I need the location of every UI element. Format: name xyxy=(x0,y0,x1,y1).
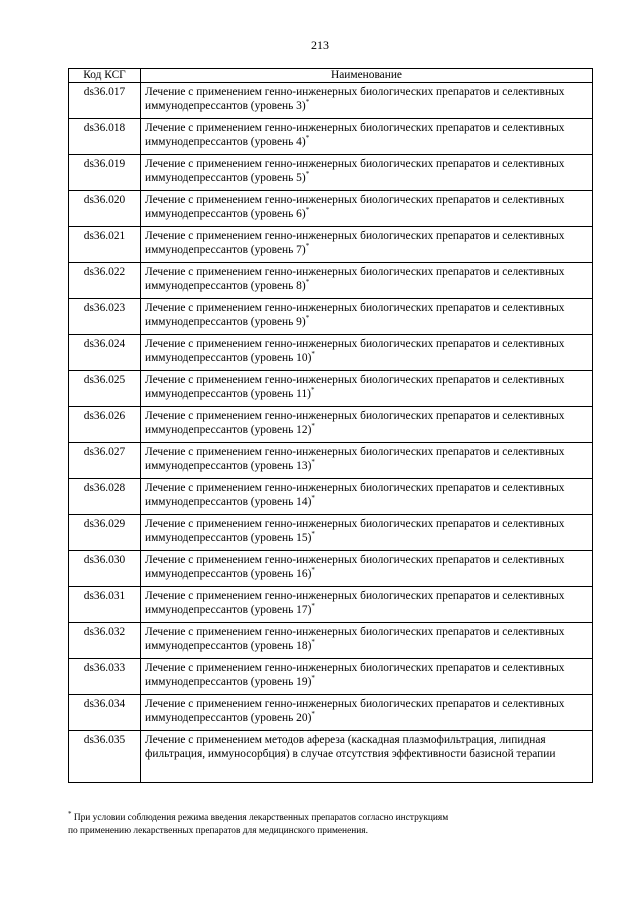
cell-name-text: Лечение с применением методов афереза (каскадная плазмофильтрация, липидная фильтрация, иммуносорбция) в случае отсутствия эффективности базисной терапии xyxy=(145,734,556,760)
cell-name xyxy=(141,371,593,407)
cell-name-text: Лечение с применением генно-инженерных биологических препаратов и селективных иммунодепрессантов (уровень 17) xyxy=(145,590,565,616)
cell-code: ds36.028 xyxy=(69,479,141,515)
cell-code: ds36.019 xyxy=(69,155,141,191)
cell-code: ds36.035 xyxy=(69,731,141,783)
cell-name-text: Лечение с применением генно-инженерных биологических препаратов и селективных иммунодепрессантов (уровень 10) xyxy=(145,338,565,364)
cell-name-text: Лечение с применением генно-инженерных биологических препаратов и селективных иммунодепрессантов (уровень 16) xyxy=(145,554,565,580)
cell-code: ds36.029 xyxy=(69,515,141,551)
table-row xyxy=(69,551,593,587)
cell-name-text: Лечение с применением генно-инженерных биологических препаратов и селективных иммунодепрессантов (уровень 19) xyxy=(145,662,565,688)
cell-code: ds36.033 xyxy=(69,659,141,695)
column-header-code: Код КСГ xyxy=(69,69,141,83)
cell-name xyxy=(141,587,593,623)
cell-code: ds36.018 xyxy=(69,119,141,155)
cell-code: ds36.030 xyxy=(69,551,141,587)
cell-code: ds36.034 xyxy=(69,695,141,731)
cell-name-text: Лечение с применением генно-инженерных биологических препаратов и селективных иммунодепрессантов (уровень 3) xyxy=(145,86,565,112)
note-mark: * xyxy=(305,170,310,179)
ksg-table xyxy=(68,68,593,783)
table-row xyxy=(69,587,593,623)
footnote-line-2: по применению лекарственных препаратов для медицинского применения. xyxy=(68,826,368,836)
table-row xyxy=(69,335,593,371)
cell-name xyxy=(141,659,593,695)
table-row xyxy=(69,263,593,299)
table-row xyxy=(69,119,593,155)
table-row xyxy=(69,407,593,443)
cell-name xyxy=(141,515,593,551)
footnote-text-1: При условии соблюдения режима введения лекарственных препаратов согласно инструкциям xyxy=(73,813,449,823)
table-row xyxy=(69,299,593,335)
note-mark: * xyxy=(311,602,315,611)
note-mark: * xyxy=(305,134,310,143)
cell-name-text: Лечение с применением генно-инженерных биологических препаратов и селективных иммунодепрессантов (уровень 12) xyxy=(145,410,565,436)
table-row xyxy=(69,155,593,191)
note-mark: * xyxy=(305,98,310,107)
note-mark: * xyxy=(310,386,315,395)
cell-code: ds36.027 xyxy=(69,443,141,479)
page-number: 213 xyxy=(311,38,329,52)
note-mark: * xyxy=(311,638,315,647)
cell-code: ds36.023 xyxy=(69,299,141,335)
table-row xyxy=(69,191,593,227)
footnote-line-1 xyxy=(68,809,588,825)
cell-name xyxy=(141,731,593,783)
cell-name xyxy=(141,623,593,659)
note-mark: * xyxy=(311,494,315,503)
cell-name xyxy=(141,479,593,515)
cell-code: ds36.024 xyxy=(69,335,141,371)
cell-code: ds36.032 xyxy=(69,623,141,659)
table-row xyxy=(69,515,593,551)
note-mark: * xyxy=(311,422,315,431)
table-row xyxy=(69,731,593,783)
note-mark: * xyxy=(311,530,315,539)
cell-name xyxy=(141,407,593,443)
cell-name-text: Лечение с применением генно-инженерных биологических препаратов и селективных иммунодепрессантов (уровень 13) xyxy=(145,446,565,472)
note-mark: * xyxy=(305,242,310,251)
cell-code: ds36.021 xyxy=(69,227,141,263)
cell-name-text: Лечение с применением генно-инженерных биологических препаратов и селективных иммунодепрессантов (уровень 11) xyxy=(145,374,565,400)
cell-name-text: Лечение с применением генно-инженерных биологических препаратов и селективных иммунодепрессантов (уровень 8) xyxy=(145,266,565,292)
cell-name-text: Лечение с применением генно-инженерных биологических препаратов и селективных иммунодепрессантов (уровень 5) xyxy=(145,158,565,184)
cell-name xyxy=(141,119,593,155)
cell-name xyxy=(141,155,593,191)
cell-name xyxy=(141,263,593,299)
note-mark: * xyxy=(311,566,315,575)
cell-name xyxy=(141,335,593,371)
cell-name-text: Лечение с применением генно-инженерных биологических препаратов и селективных иммунодепрессантов (уровень 6) xyxy=(145,194,565,220)
note-mark: * xyxy=(305,314,310,323)
note-mark: * xyxy=(311,350,315,359)
cell-name xyxy=(141,443,593,479)
table-row xyxy=(69,371,593,407)
cell-name xyxy=(141,299,593,335)
note-mark: * xyxy=(311,458,315,467)
table-header-row xyxy=(69,69,593,83)
cell-code: ds36.026 xyxy=(69,407,141,443)
cell-name-text: Лечение с применением генно-инженерных биологических препаратов и селективных иммунодепрессантов (уровень 14) xyxy=(145,482,565,508)
cell-name-text: Лечение с применением генно-инженерных биологических препаратов и селективных иммунодепрессантов (уровень 4) xyxy=(145,122,565,148)
cell-name xyxy=(141,227,593,263)
cell-code: ds36.020 xyxy=(69,191,141,227)
table-row xyxy=(69,479,593,515)
cell-name-text: Лечение с применением генно-инженерных биологических препаратов и селективных иммунодепрессантов (уровень 18) xyxy=(145,626,565,652)
footnote xyxy=(68,809,588,838)
table-row xyxy=(69,227,593,263)
note-mark: * xyxy=(305,278,310,287)
table-row xyxy=(69,659,593,695)
table-row xyxy=(69,695,593,731)
cell-name-text: Лечение с применением генно-инженерных биологических препаратов и селективных иммунодепрессантов (уровень 15) xyxy=(145,518,565,544)
footnote-mark: * xyxy=(68,809,72,818)
cell-name xyxy=(141,695,593,731)
table-row xyxy=(69,623,593,659)
cell-code: ds36.031 xyxy=(69,587,141,623)
cell-name-text: Лечение с применением генно-инженерных биологических препаратов и селективных иммунодепрессантов (уровень 7) xyxy=(145,230,565,256)
cell-code: ds36.025 xyxy=(69,371,141,407)
cell-name xyxy=(141,551,593,587)
note-mark: * xyxy=(305,206,310,215)
table-row xyxy=(69,83,593,119)
cell-name-text: Лечение с применением генно-инженерных биологических препаратов и селективных иммунодепрессантов (уровень 9) xyxy=(145,302,565,328)
cell-name xyxy=(141,83,593,119)
table-body xyxy=(69,83,593,783)
note-mark: * xyxy=(311,674,315,683)
cell-code: ds36.017 xyxy=(69,83,141,119)
cell-code: ds36.022 xyxy=(69,263,141,299)
table-row xyxy=(69,443,593,479)
cell-name xyxy=(141,191,593,227)
column-header-name: Наименование xyxy=(141,69,593,83)
note-mark: * xyxy=(311,710,315,719)
cell-name-text: Лечение с применением генно-инженерных биологических препаратов и селективных иммунодепрессантов (уровень 20) xyxy=(145,698,565,724)
